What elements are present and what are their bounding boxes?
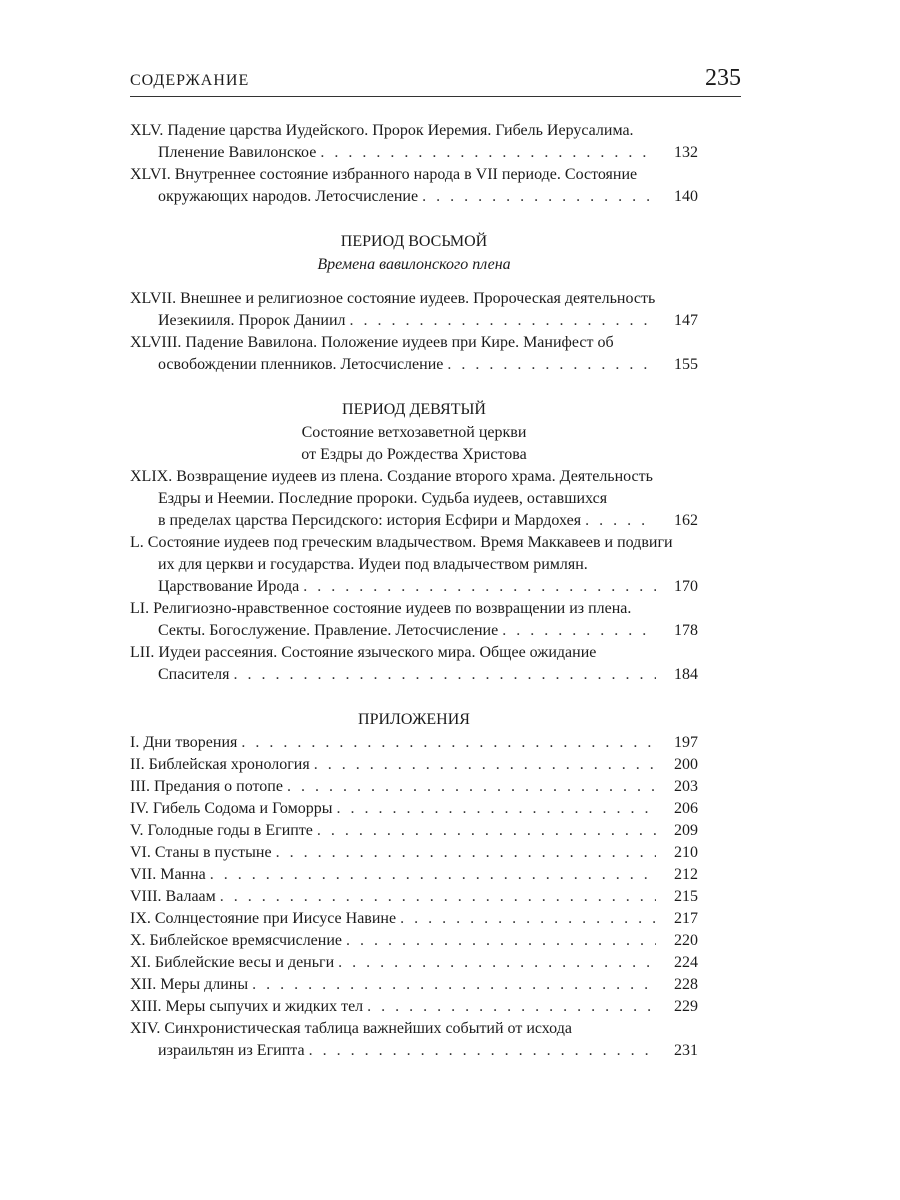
toc-entry-text: XIV. Синхронистическая таблица важнейших событий от исхода [130,1020,572,1037]
toc-entry-text: XLIX. Возвращение иудеев из плена. Создание второго храма. Деятельность [130,468,653,485]
toc-entry-last-line [130,908,698,930]
toc-page-number: 228 [674,976,698,993]
dot-leader [287,776,656,798]
dot-leader [210,864,656,886]
toc-entry-last-line [130,996,698,1018]
section-subtitle-period-9-line2: от Ездры до Рождества Христова [301,446,527,463]
toc-entry-text: XLVI. Внутреннее состояние избранного народа в VII периоде. Состояние [130,166,638,183]
toc-page-number: 140 [674,188,698,205]
dot-leader [309,1040,656,1062]
toc-entry-last-line [130,930,698,952]
toc-entry [130,974,698,996]
toc-entry [130,952,698,974]
toc-group-appendix [130,732,698,1062]
toc-entry [130,996,698,1018]
dot-leader [422,186,656,208]
toc-entry [130,754,698,776]
toc-entry-last-line [130,1040,698,1062]
toc-page-number: 184 [674,666,698,683]
toc-entry [130,798,698,820]
toc-entry [130,776,698,798]
toc-entry-text: VIII. Валаам [130,888,216,905]
toc-entry-text: IV. Гибель Содома и Гоморры [130,800,333,817]
section-subtitle-period-9-line1: Состояние ветхозаветной церкви [301,424,527,441]
toc-entry [130,466,698,532]
section-title-period-8: ПЕРИОД ВОСЬМОЙ [340,233,488,250]
toc-entry-text: L. Состояние иудеев под греческим владычеством. Время Маккавеев и подвиги [130,534,673,551]
toc-entry-text: израильтян из Египта [158,1042,305,1059]
dot-leader [233,664,656,686]
dot-leader [336,798,656,820]
toc-entry [130,820,698,842]
toc-entry-text: VI. Станы в пустыне [130,844,272,861]
dot-leader [350,310,656,332]
toc-entry-text: I. Дни творения [130,734,238,751]
toc-page-number: 206 [674,800,698,817]
toc-entry [130,164,698,208]
toc-entry [130,930,698,952]
toc-entry-text: IX. Солнцестояние при Иисусе Навине [130,910,397,927]
toc-entry [130,1018,698,1062]
section-title-period-9: ПЕРИОД ДЕВЯТЫЙ [342,401,486,418]
toc-entry-last-line [130,510,698,532]
dot-leader [585,510,656,532]
toc-page-number: 155 [674,356,698,373]
toc-entry-text: XIII. Меры сыпучих и жидких тел [130,998,364,1015]
toc-entry-last-line [130,186,698,208]
toc-entry-text: X. Библейское времясчисление [130,932,342,949]
dot-leader [252,974,656,996]
toc-entry-text: II. Библейская хронология [130,756,310,773]
section-subtitle-period-8: Времена вавилонского плена [317,256,511,273]
toc-group-period-9 [130,466,698,686]
toc-entry-last-line [130,142,698,164]
section-title-appendix: ПРИЛОЖЕНИЯ [358,711,470,728]
dot-leader [220,886,656,908]
dot-leader [502,620,656,642]
toc-page-number: 231 [674,1042,698,1059]
toc-group-top [130,120,698,208]
toc-entry-text: Иезекииля. Пророк Даниил [158,312,346,329]
toc-entry [130,532,698,598]
toc-entry-last-line [130,576,698,598]
toc-entry-text: XI. Библейские весы и деньги [130,954,335,971]
toc-entry [130,908,698,930]
running-title: СОДЕРЖАНИЕ [130,72,250,89]
toc-entry [130,842,698,864]
toc-entry-last-line [130,952,698,974]
toc-entry-last-line [130,354,698,376]
toc-entry [130,332,698,376]
toc-entry-last-line [130,864,698,886]
toc-page-number: 212 [674,866,698,883]
page-number: 235 [705,65,741,91]
toc-page-number: 200 [674,756,698,773]
toc-page-number: 197 [674,734,698,751]
toc-entry-last-line [130,886,698,908]
toc-entry-text: освобождении пленников. Летосчисление [158,356,444,373]
toc-entry-last-line [130,310,698,332]
dot-leader [400,908,656,930]
toc-entry-text: XLVII. Внешнее и религиозное состояние иудеев. Пророческая деятельность [130,290,656,307]
toc-entry-text: V. Голодные годы в Египте [130,822,313,839]
toc-entry-text: VII. Манна [130,866,206,883]
toc-page-number: 147 [674,312,698,329]
toc-entry-last-line [130,842,698,864]
toc-entry-text: в пределах царства Персидского: история Есфири и Мардохея [158,512,582,529]
dot-leader [320,142,656,164]
toc-entry [130,120,698,164]
dot-leader [338,952,656,974]
toc-page-number: 229 [674,998,698,1015]
dot-leader [367,996,656,1018]
toc-entry-last-line [130,620,698,642]
toc-entry-text: Царствование Ирода [158,578,300,595]
toc-entry [130,732,698,754]
toc-page-number: 170 [674,578,698,595]
dot-leader [317,820,656,842]
toc-entry-last-line [130,664,698,686]
toc-page-number: 209 [674,822,698,839]
toc-group-period-8 [130,288,698,376]
dot-leader [303,576,656,598]
toc-entry-last-line [130,798,698,820]
toc-entry-text: Секты. Богослужение. Правление. Летосчисление [158,622,499,639]
toc-entry [130,288,698,332]
toc-entry-text: Пленение Вавилонское [158,144,317,161]
toc-entry-text: Спасителя [158,666,230,683]
dot-leader [314,754,656,776]
toc-entry [130,886,698,908]
toc-page-number: 224 [674,954,698,971]
toc-page-number: 215 [674,888,698,905]
toc-entry-text: LII. Иудеи рассеяния. Состояние языческого мира. Общее ожидание [130,644,597,661]
dot-leader [346,930,656,952]
toc-page-number: 178 [674,622,698,639]
toc-entry [130,864,698,886]
toc-entry-text: Ездры и Неемии. Последние пророки. Судьба иудеев, оставшихся [158,490,608,507]
dot-leader [241,732,656,754]
toc-entry-last-line [130,754,698,776]
toc-entry [130,642,698,686]
toc-entry-text: XLVIII. Падение Вавилона. Положение иудеев при Кире. Манифест об [130,334,614,351]
toc-entry-last-line [130,776,698,798]
toc-entry-text: LI. Религиозно-нравственное состояние иудеев по возвращении из плена. [130,600,632,617]
toc-entry-last-line [130,820,698,842]
dot-leader [276,842,656,864]
toc-entry-text: их для церкви и государства. Иудеи под владычеством римлян. [158,556,588,573]
toc-entry-text: XLV. Падение царства Иудейского. Пророк Иеремия. Гибель Иерусалима. [130,122,634,139]
toc-entry-text: XII. Меры длины [130,976,249,993]
toc-entry-last-line [130,974,698,996]
dot-leader [447,354,656,376]
toc-entry-last-line [130,732,698,754]
table-of-contents [130,120,698,1062]
toc-entry-text: III. Предания о потопе [130,778,283,795]
toc-page-number: 132 [674,144,698,161]
toc-page-number: 220 [674,932,698,949]
running-head [130,60,741,97]
toc-entry-text: окружающих народов. Летосчисление [158,188,419,205]
toc-page-number: 203 [674,778,698,795]
toc-page-number: 217 [674,910,698,927]
toc-page-number: 210 [674,844,698,861]
toc-page-number: 162 [674,512,698,529]
toc-entry [130,598,698,642]
